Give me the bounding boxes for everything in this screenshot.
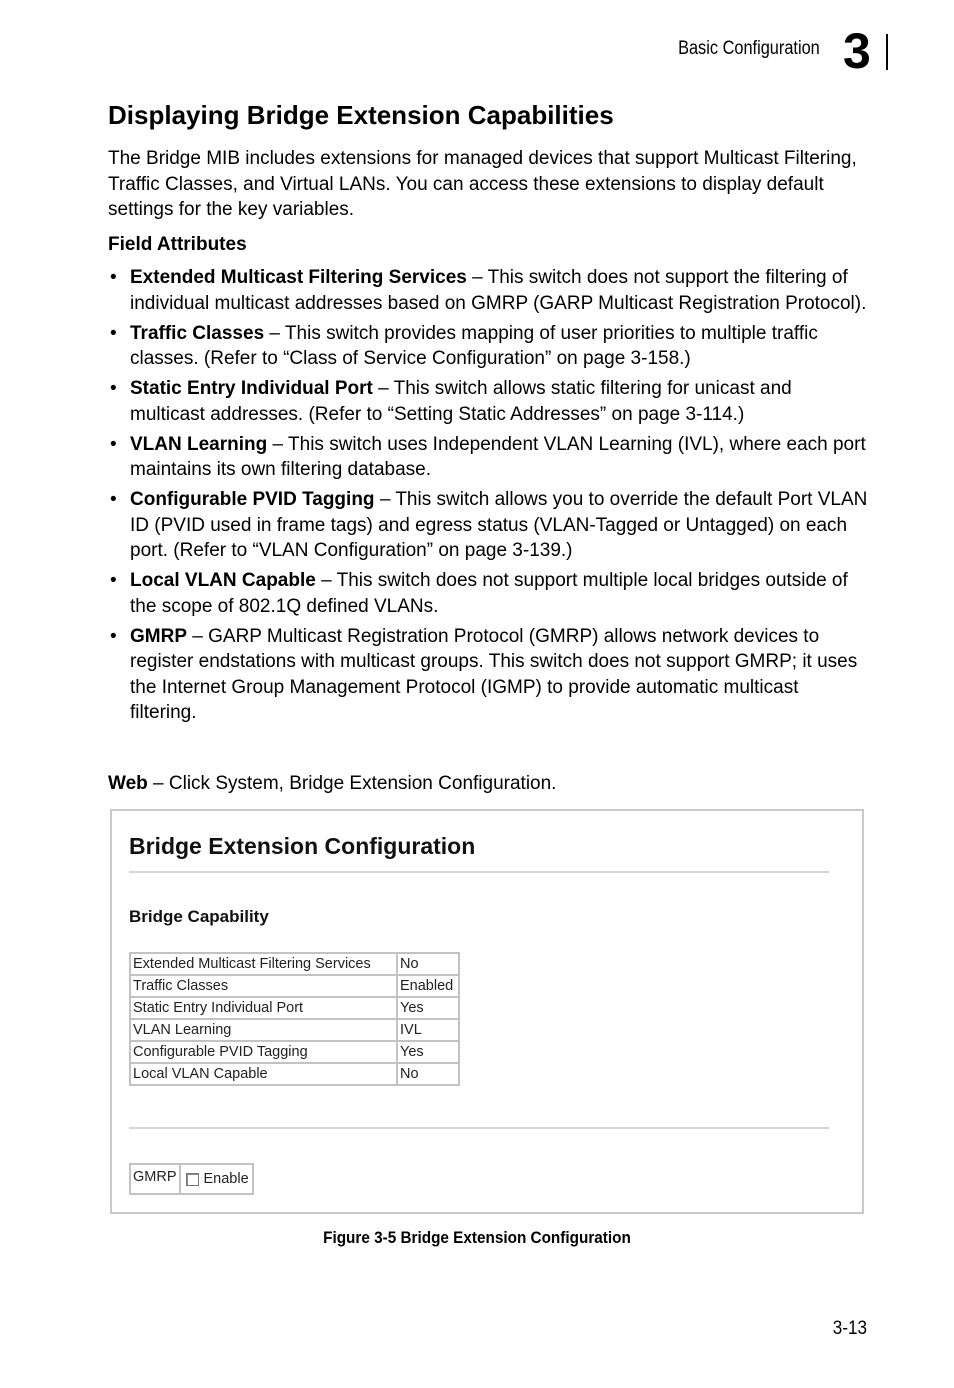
bullet: • [110, 322, 117, 344]
web-text: – Click System, Bridge Extension Configuration. [147, 773, 557, 794]
capability-value: IVL [397, 1019, 459, 1041]
bullet: • [110, 267, 117, 288]
table-row [130, 1041, 459, 1063]
table-row [130, 1063, 459, 1085]
capability-label: Static Entry Individual Port [130, 997, 397, 1019]
bullet: • [110, 489, 117, 510]
capability-value: Yes [397, 997, 459, 1019]
bullet: • [110, 570, 117, 591]
divider [129, 1127, 829, 1129]
capability-label: VLAN Learning [130, 1019, 397, 1041]
attribute-desc: – This switch does not support the filtering of individual multicast addresses based on GMRP (GARP Multicast Registration Protocol). [130, 267, 867, 314]
table-row [130, 997, 459, 1019]
chapter-number: 3 [843, 23, 871, 79]
table-row [130, 953, 459, 975]
gmrp-enable-label: Enable [203, 1171, 249, 1187]
figure-caption [0, 1228, 954, 1248]
attribute-desc: – This switch allows static filtering for unicast and multicast addresses. (Refer to “Setting Static Addresses” on page 3-114.) [130, 378, 792, 425]
bridge-capability-table [129, 952, 460, 1086]
page-number: 3-13 [832, 1318, 867, 1339]
table-row [130, 975, 459, 997]
attribute-term: Static Entry Individual Port [130, 378, 373, 399]
intro-paragraph: The Bridge MIB includes extensions for managed devices that support Multicast Filtering, Traffic Classes, and Virtual LANs. You can access these extensions to display default settings for the key variables. [108, 148, 857, 220]
attribute-desc: – This switch allows you to override the default Port VLAN ID (PVID used in frame tags) and egress status (VLAN-Tagged or Untagged) on each port. (Refer to “VLAN Configuration” on page 3-139.) [130, 489, 868, 561]
gmrp-enable-control[interactable] [181, 1165, 252, 1193]
attribute-term: GMRP [130, 625, 187, 647]
bridge-extension-screenshot [110, 809, 864, 1214]
chapter-rule [886, 34, 888, 70]
table-row [130, 1019, 459, 1041]
attribute-term: Extended Multicast Filtering Services [130, 267, 467, 288]
attribute-desc: – This switch uses Independent VLAN Learning (IVL), where each port maintains its own filtering database. [130, 433, 866, 480]
panel-subtitle: Bridge Capability [129, 907, 269, 926]
list-item [108, 487, 868, 564]
capability-label: Traffic Classes [130, 975, 397, 997]
attribute-term: Local VLAN Capable [130, 570, 316, 591]
list-item [108, 376, 868, 427]
attributes-list [108, 265, 868, 730]
capability-value: Enabled [397, 975, 459, 997]
field-attributes-heading: Field Attributes [108, 234, 247, 255]
attribute-term: VLAN Learning [130, 433, 268, 455]
bullet: • [110, 378, 117, 399]
section-title: Displaying Bridge Extension Capabilities [108, 100, 614, 130]
capability-label: Configurable PVID Tagging [130, 1041, 397, 1063]
figure-caption-text: Figure 3-5 Bridge Extension Configuration [323, 1228, 631, 1247]
running-header: Basic Configuration [678, 38, 820, 59]
web-instruction [108, 771, 556, 797]
bullet: • [110, 625, 117, 647]
divider [129, 871, 829, 873]
capability-label: Local VLAN Capable [130, 1063, 397, 1085]
attribute-desc: – GARP Multicast Registration Protocol (GMRP) allows network devices to register endstations with multicast groups. This switch does not support GMRP; it uses the Internet Group Management Protocol (IGMP) to provide automatic multicast filtering. [130, 625, 858, 723]
list-item [108, 432, 868, 483]
attribute-term: Configurable PVID Tagging [130, 489, 375, 510]
gmrp-setting [129, 1163, 254, 1195]
list-item [108, 265, 868, 316]
gmrp-enable-checkbox[interactable] [186, 1173, 199, 1186]
gmrp-label: GMRP [131, 1165, 181, 1193]
list-item [108, 321, 868, 372]
capability-value: No [397, 1063, 459, 1085]
list-item [108, 624, 868, 726]
bullet: • [110, 433, 117, 455]
panel-title: Bridge Extension Configuration [129, 833, 476, 859]
attribute-term: Traffic Classes [130, 322, 265, 344]
web-label: Web [108, 773, 148, 794]
capability-value: No [397, 953, 459, 975]
capability-label: Extended Multicast Filtering Services [130, 953, 397, 975]
capability-value: Yes [397, 1041, 459, 1063]
attribute-desc: – This switch does not support multiple local bridges outside of the scope of 802.1Q defined VLANs. [130, 570, 848, 617]
attribute-desc: – This switch provides mapping of user priorities to multiple traffic classes. (Refer to “Class of Service Configuration” on page 3-158.) [130, 322, 818, 369]
list-item [108, 568, 868, 619]
